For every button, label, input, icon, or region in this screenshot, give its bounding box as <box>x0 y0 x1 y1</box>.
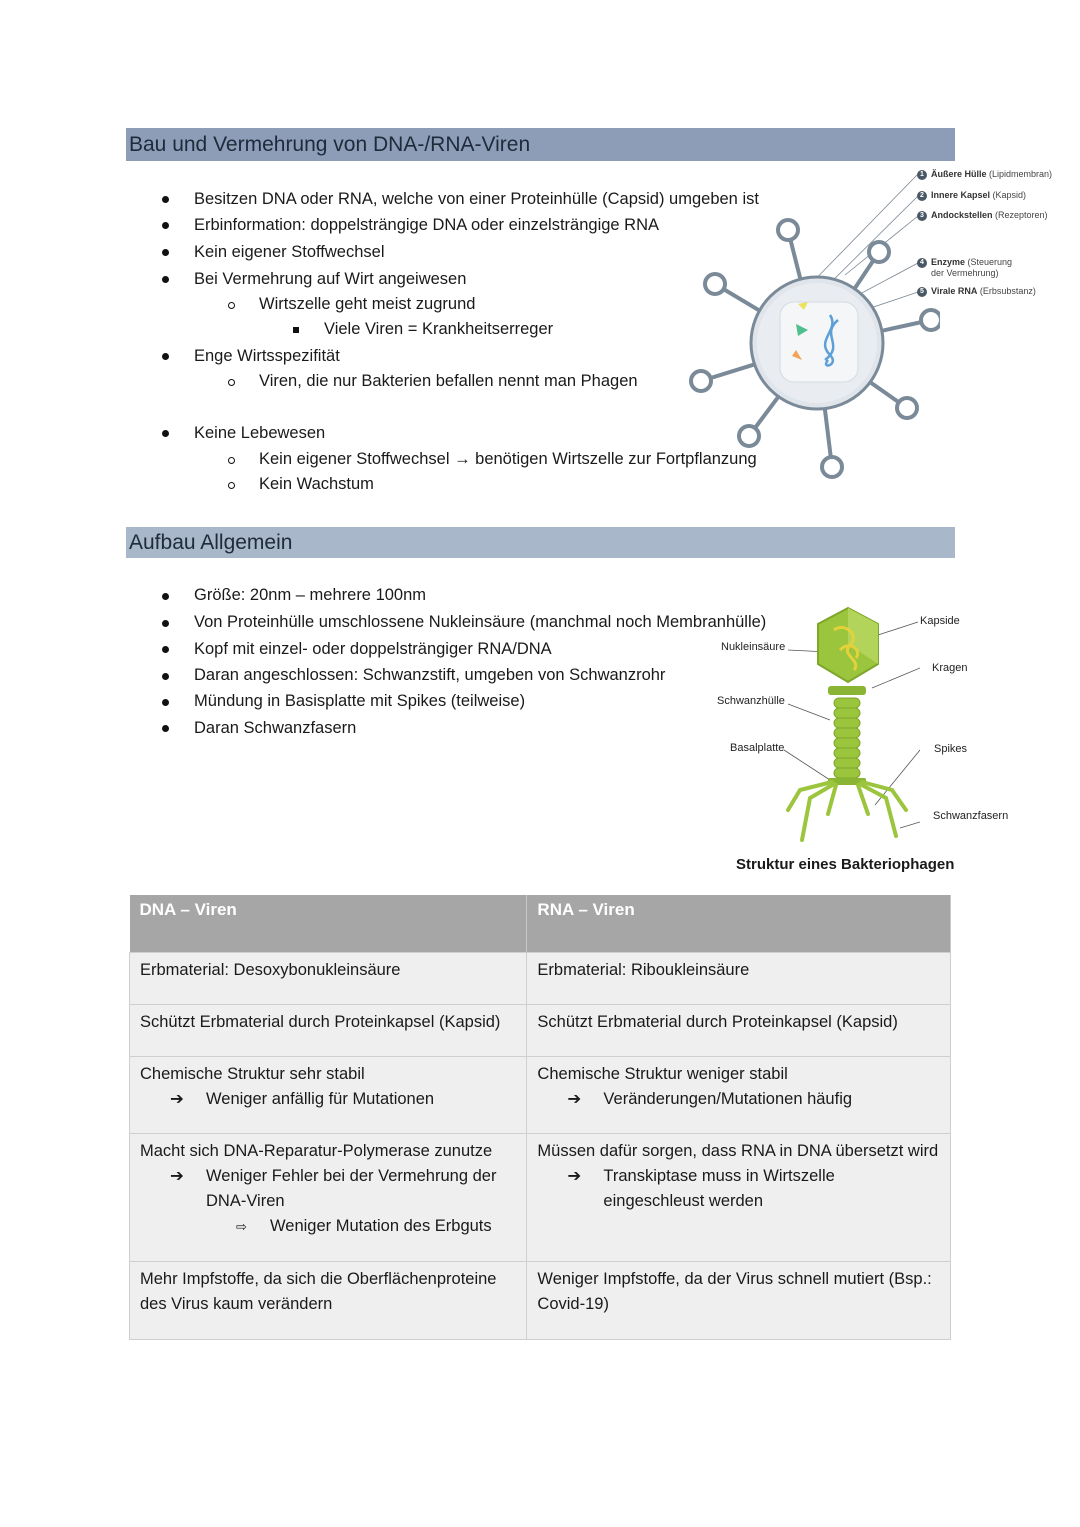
cell-sub-text: Weniger anfällig für Mutationen <box>206 1089 435 1108</box>
cell-main-text: Chemische Struktur sehr stabil <box>140 1064 365 1083</box>
bacteriophage-illustration <box>770 600 920 850</box>
bullet-dot <box>162 222 169 229</box>
list-item: Besitzen DNA oder RNA, welche von einer Proteinhülle (Capsid) umgeben ist <box>194 190 759 208</box>
legend-item <box>917 286 1036 297</box>
list-item: Daran angeschlossen: Schwanzstift, umgeben von Schwanzrohr <box>194 666 666 684</box>
header-rna-viren: RNA – Viren <box>527 895 951 952</box>
cell-main-text: Macht sich DNA-Reparatur-Polymerase zunutze <box>140 1141 493 1160</box>
legend-number: 4 <box>917 258 927 268</box>
hollow-arrow-icon: ⇨ <box>236 1218 247 1234</box>
label-spikes: Spikes <box>934 743 968 755</box>
legend-bold: Äußere Hülle <box>931 169 987 179</box>
section-heading-bau-vermehrung: Bau und Vermehrung von DNA-/RNA-Viren <box>126 128 955 161</box>
circle-bullet <box>228 457 235 464</box>
arrow-icon: ➔ <box>567 1089 582 1108</box>
legend-item <box>917 257 1012 268</box>
phage-caption: Struktur eines Bakteriophagen <box>736 856 955 873</box>
cell-subsub-text: Weniger Mutation des Erbguts <box>270 1216 492 1235</box>
label-schwanzfasern: Schwanzfasern <box>933 810 1009 822</box>
section-heading-aufbau-allgemein: Aufbau Allgemein <box>126 527 955 558</box>
arrow-icon: ➔ <box>170 1166 184 1185</box>
table-cell: Mehr Impfstoffe, da sich die Oberflächenproteine des Virus kaum verändern <box>130 1261 527 1339</box>
list-item: Bei Vermehrung auf Wirt angeiwesen <box>194 270 467 288</box>
arrow-icon: ➔ <box>567 1166 582 1185</box>
bullet-dot <box>162 646 169 653</box>
legend-number: 1 <box>917 170 927 180</box>
list-item: Mündung in Basisplatte mit Spikes (teilweise) <box>194 692 526 710</box>
bullet-dot <box>162 593 169 600</box>
legend-item <box>917 190 1026 201</box>
list-item: Von Proteinhülle umschlossene Nukleinsäure (manchmal noch Membranhülle) <box>194 613 767 631</box>
bullet-dot <box>162 430 169 437</box>
list-item: Viren, die nur Bakterien befallen nennt man Phagen <box>259 372 638 390</box>
bullet-dot <box>162 699 169 706</box>
table-row <box>130 952 951 1004</box>
comparison-table <box>129 895 951 1340</box>
arrow-line <box>537 1087 940 1112</box>
legend-item <box>917 210 1048 221</box>
bullet-dot <box>162 276 169 283</box>
legend-item-continued: der Vermehrung) <box>931 268 999 278</box>
cell-main-text: Müssen dafür sorgen, dass RNA in DNA übersetzt wird <box>537 1141 939 1160</box>
legend-rest: (Erbsubstanz) <box>977 286 1036 296</box>
table-cell: Erbmaterial: Desoxybonukleinsäure <box>130 952 527 1004</box>
table-header-row <box>130 895 951 952</box>
circle-bullet <box>228 482 235 489</box>
list-item: Daran Schwanzfasern <box>194 719 357 737</box>
table-cell <box>527 1056 951 1133</box>
label-kragen: Kragen <box>932 662 968 674</box>
legend-number: 3 <box>917 211 927 221</box>
label-basalplatte: Basalplatte <box>730 742 785 754</box>
table-cell: Weniger Impfstoffe, da der Virus schnell mutiert (Bsp.: Covid-19) <box>527 1261 951 1339</box>
list-item: Erbinformation: doppelsträngige DNA oder einzelsträngige RNA <box>194 216 660 234</box>
list-item: Wirtszelle geht meist zugrund <box>259 295 476 313</box>
list-item: Viele Viren = Krankheitserreger <box>324 320 554 338</box>
table-row <box>130 1133 951 1261</box>
table-row <box>130 1261 951 1339</box>
legend-rest: (Kapsid) <box>990 190 1027 200</box>
legend-bold: Enzyme <box>931 257 966 267</box>
virus-illustration <box>680 160 940 490</box>
table-row <box>130 1056 951 1133</box>
list-item: Kein eigener Stoffwechsel → benötigen Wirtszelle zur Fortpflanzung <box>259 450 757 468</box>
bullet-dot <box>162 620 169 627</box>
list-item: Kein Wachstum <box>259 475 374 493</box>
label-nukleinsaeure: Nukleinsäure <box>721 641 786 653</box>
list-item: Kopf mit einzel- oder doppelsträngiger RNA/DNA <box>194 640 552 658</box>
legend-bold: Innere Kapsel <box>931 190 991 200</box>
arrow-line <box>140 1164 516 1214</box>
list-item: Keine Lebewesen <box>194 424 326 442</box>
header-dna-viren: DNA – Viren <box>130 895 527 952</box>
table-cell <box>130 1133 527 1261</box>
legend-number: 5 <box>917 287 927 297</box>
arrow-line <box>537 1164 940 1214</box>
label-kapside: Kapside <box>920 615 960 627</box>
legend-rest: (Steuerung <box>965 257 1013 267</box>
arrow-icon: ➔ <box>170 1089 184 1108</box>
legend-number: 2 <box>917 191 927 201</box>
list-item: Größe: 20nm – mehrere 100nm <box>194 586 427 604</box>
cell-sub-text: Veränderungen/Mutationen häufig <box>603 1089 853 1108</box>
bullet-dot <box>162 249 169 256</box>
table-row <box>130 1004 951 1056</box>
bullet-dot <box>162 196 169 203</box>
table-cell: Schützt Erbmaterial durch Proteinkapsel (Kapsid) <box>527 1004 951 1056</box>
bullet-dot <box>162 353 169 360</box>
list-item: Enge Wirtsspezifität <box>194 347 340 365</box>
table-cell: Erbmaterial: Riboukleinsäure <box>527 952 951 1004</box>
table-cell <box>130 1056 527 1133</box>
label-schwanzhuelle: Schwanzhülle <box>717 695 785 707</box>
circle-bullet <box>228 302 235 309</box>
legend-item <box>917 169 1052 180</box>
legend-bold: Virale RNA <box>931 286 978 296</box>
legend-rest: (Lipidmembran) <box>986 169 1053 179</box>
cell-main-text: Chemische Struktur weniger stabil <box>537 1064 788 1083</box>
bullet-dot <box>162 725 169 732</box>
arrow-line <box>140 1087 516 1112</box>
table-cell: Schützt Erbmaterial durch Proteinkapsel (Kapsid) <box>130 1004 527 1056</box>
subarrow-line <box>140 1214 516 1239</box>
cell-sub-text: Weniger Fehler bei der Vermehrung der DNA-Viren <box>206 1166 497 1210</box>
bullet-dot <box>162 673 169 680</box>
list-item: Kein eigener Stoffwechsel <box>194 243 385 261</box>
cell-sub-text: Transkiptase muss in Wirtszelle eingeschleust werden <box>603 1166 835 1210</box>
table-cell <box>527 1133 951 1261</box>
legend-rest: (Rezeptoren) <box>992 210 1048 220</box>
legend-bold: Andockstellen <box>931 210 993 220</box>
square-bullet <box>293 327 299 333</box>
circle-bullet <box>228 379 235 386</box>
